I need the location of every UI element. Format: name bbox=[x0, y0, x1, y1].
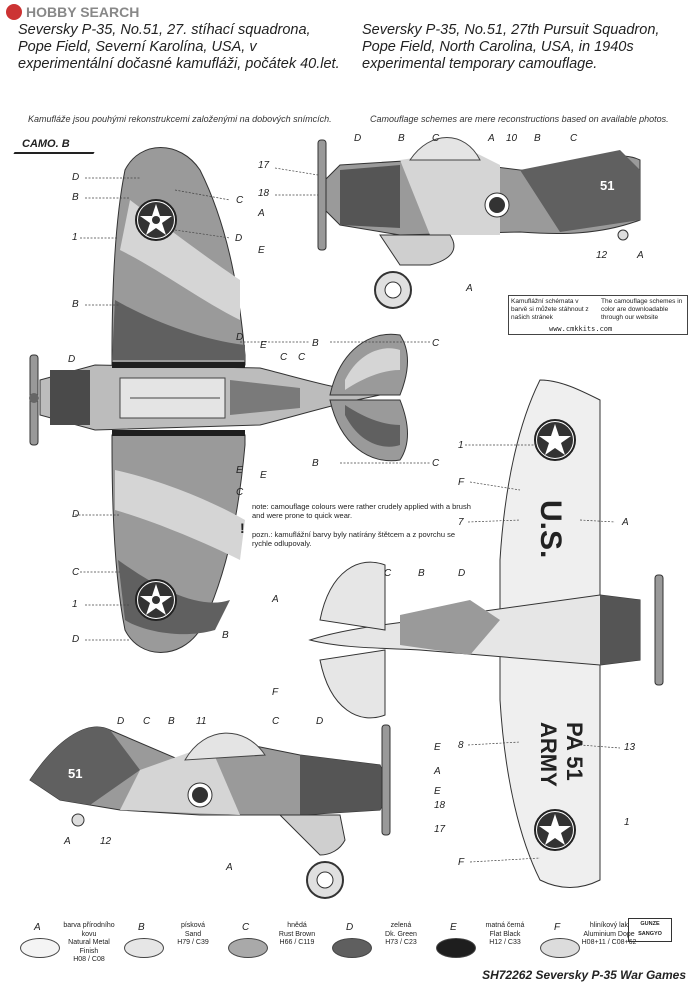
color-cz: barva přírodního kovu bbox=[63, 922, 115, 938]
callout: 10 bbox=[506, 133, 518, 144]
callout: D bbox=[235, 233, 243, 244]
callout: A bbox=[272, 594, 279, 605]
callout: 1 bbox=[624, 817, 630, 828]
color-en: Rust Brown bbox=[278, 930, 316, 938]
callout: F bbox=[458, 857, 465, 868]
callout: C bbox=[236, 487, 244, 498]
color-cz: hliníkový lak bbox=[589, 922, 629, 929]
callout: C bbox=[432, 458, 440, 469]
marking-us: U.S. bbox=[534, 500, 567, 559]
callout: 12 bbox=[100, 836, 112, 847]
callout: 1 bbox=[458, 440, 464, 451]
color-letter: A bbox=[34, 922, 41, 933]
callout: A bbox=[258, 208, 265, 219]
callout: C bbox=[432, 338, 440, 349]
callout: C bbox=[72, 567, 80, 578]
color-cz: hnědá bbox=[287, 922, 307, 929]
callout: B bbox=[312, 458, 319, 469]
color-swatch-b bbox=[124, 938, 164, 958]
color-description bbox=[370, 922, 432, 948]
color-description bbox=[58, 922, 120, 965]
color-code: H08 / C08 bbox=[73, 956, 105, 963]
callout: B bbox=[398, 133, 405, 144]
callout: B bbox=[222, 630, 229, 641]
callout: C bbox=[298, 352, 306, 363]
callout: E bbox=[236, 465, 243, 476]
callout: 18 bbox=[258, 188, 270, 199]
callout: 17 bbox=[434, 824, 446, 835]
note-english: Camouflage schemes are mere reconstructions based on available photos. bbox=[370, 114, 669, 124]
callout: D bbox=[316, 716, 324, 727]
watermark-text: HOBBY SEARCH bbox=[26, 4, 140, 20]
promo-czech: Kamuflážní schémata v barvě si můžete stáhnout z našich stránek bbox=[511, 298, 589, 321]
color-cz: matná černá bbox=[485, 922, 525, 929]
color-cz: zelená bbox=[390, 922, 412, 929]
color-description bbox=[474, 922, 536, 948]
callout: D bbox=[236, 332, 244, 343]
color-cz: písková bbox=[180, 922, 206, 929]
callout: 1 bbox=[72, 232, 78, 243]
color-letter: B bbox=[138, 922, 145, 933]
color-en: Sand bbox=[184, 930, 202, 938]
callout: B bbox=[168, 716, 175, 727]
side-view-2 bbox=[30, 725, 390, 898]
footer-title: SH72262 Seversky P-35 War Games bbox=[482, 968, 686, 982]
callout: B bbox=[72, 299, 79, 310]
callout: E bbox=[258, 245, 265, 256]
callout: D bbox=[458, 568, 466, 579]
callout: A bbox=[466, 283, 473, 294]
callout: 12 bbox=[596, 250, 608, 261]
exclamation-icon: ! bbox=[240, 520, 245, 536]
color-description bbox=[162, 922, 224, 948]
color-en: Dk. Green bbox=[385, 930, 417, 938]
color-letter: E bbox=[450, 922, 457, 933]
color-letter: C bbox=[242, 922, 250, 933]
callout: A bbox=[622, 517, 629, 528]
color-code: H79 / C39 bbox=[177, 939, 209, 946]
title-czech: Seversky P-35, No.51, 27. stíhací squadrona, Pope Field, Severní Karolína, USA, v experimentální dočasné kamufláži, počátek 40.let. bbox=[18, 22, 340, 72]
color-legend bbox=[10, 922, 690, 966]
callout: B bbox=[312, 338, 319, 349]
side-view-1 bbox=[318, 138, 640, 309]
color-code: H73 / C23 bbox=[385, 939, 417, 946]
camouflage-note bbox=[252, 502, 472, 548]
marking-army: ARMY bbox=[536, 722, 561, 787]
callout: 1 bbox=[72, 599, 78, 610]
color-code: H66 / C119 bbox=[279, 939, 315, 946]
callout: B bbox=[534, 133, 541, 144]
callout: 8 bbox=[458, 740, 464, 751]
promo-url[interactable]: www.cmkkits.com bbox=[549, 325, 613, 333]
title-english: Seversky P-35, No.51, 27th Pursuit Squadron, Pope Field, North Carolina, USA, in 1940s experimental temporary camouflage. bbox=[362, 22, 660, 72]
callout: F bbox=[458, 477, 465, 488]
callout: C bbox=[384, 568, 392, 579]
color-swatch-a bbox=[20, 938, 60, 958]
color-code: H08+11 / C08+62 bbox=[581, 939, 637, 946]
callout: C bbox=[143, 716, 151, 727]
callout: C bbox=[432, 133, 440, 144]
gunze-sangyo-logo: GUNZE SANGYO bbox=[628, 918, 672, 942]
camo-note-english: note: camouflage colours were rather crudely applied with a brush and were prone to quick wear. bbox=[252, 502, 471, 520]
callout: A bbox=[226, 862, 233, 873]
callout: A bbox=[434, 766, 441, 777]
color-swatch-f bbox=[540, 938, 580, 958]
color-swatch-e bbox=[436, 938, 476, 958]
callout: B bbox=[72, 192, 79, 203]
color-description bbox=[266, 922, 328, 948]
callout: 7 bbox=[458, 517, 464, 528]
callout: 18 bbox=[434, 800, 446, 811]
callout: B bbox=[418, 568, 425, 579]
callout: C bbox=[570, 133, 578, 144]
callout: A bbox=[637, 250, 644, 261]
camo-label: CAMO. B bbox=[22, 138, 70, 150]
callout: D bbox=[72, 634, 80, 645]
callout: D bbox=[72, 509, 80, 520]
svg-text:51: 51 bbox=[68, 766, 83, 781]
color-en: Flat Black bbox=[489, 930, 521, 938]
color-swatch-d bbox=[332, 938, 372, 958]
callout: 11 bbox=[196, 716, 207, 727]
callout: D bbox=[72, 172, 80, 183]
callout: D bbox=[117, 716, 125, 727]
svg-text:51: 51 bbox=[600, 178, 615, 193]
callout: C bbox=[280, 352, 288, 363]
callout: 17 bbox=[258, 160, 270, 171]
color-swatch-c bbox=[228, 938, 268, 958]
callout: E bbox=[434, 742, 441, 753]
promo-english: The camouflage schemes in color are downloadable through our website bbox=[601, 298, 683, 321]
color-en: Aluminium Dope bbox=[583, 930, 635, 938]
website-promo-box bbox=[508, 295, 688, 335]
callout: E bbox=[434, 786, 441, 797]
callout: A bbox=[488, 133, 495, 144]
camo-note-czech: pozn.: kamuflážní barvy byly natírány štětcem a z povrchu se rychle odlupovaly. bbox=[252, 530, 456, 548]
callout: C bbox=[236, 195, 244, 206]
note-czech: Kamufláže jsou pouhými rekonstrukcemi založenými na dobových snímcích. bbox=[28, 114, 332, 124]
color-letter: F bbox=[554, 922, 561, 933]
callout: A bbox=[64, 836, 71, 847]
callout: E bbox=[260, 340, 267, 351]
color-code: H12 / C33 bbox=[489, 939, 521, 946]
callout: D bbox=[354, 133, 362, 144]
color-letter: D bbox=[346, 922, 354, 933]
color-en: Natural Metal Finish bbox=[68, 939, 110, 955]
callout: E bbox=[260, 470, 267, 481]
callout: 13 bbox=[624, 742, 636, 753]
callout: F bbox=[272, 687, 279, 698]
callout: C bbox=[272, 716, 280, 727]
marking-pa51: PA 51 bbox=[562, 722, 587, 781]
callout: D bbox=[68, 354, 76, 365]
